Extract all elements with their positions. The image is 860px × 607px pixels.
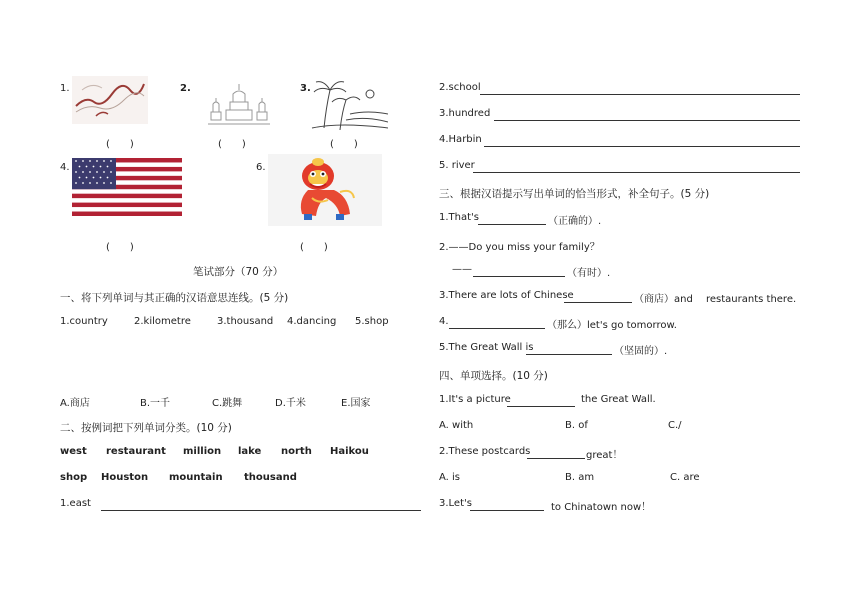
fill-q4-prefix: 4. (439, 316, 449, 327)
match-meaning-a: A.商店 (60, 398, 90, 409)
match-meaning-e: E.国家 (341, 398, 371, 409)
category-item-3-label: 3.hundred (439, 108, 491, 119)
match-word-1: 1.country (60, 316, 108, 327)
fill-q1-prefix: 1.That's (439, 212, 479, 223)
section-2-heading: 二、按例词把下列单词分类。(10 分) (60, 422, 232, 434)
match-word-4: 4.dancing (287, 316, 337, 327)
category-item-5-answer-line[interactable] (473, 172, 800, 173)
match-meaning-b: B.一千 (140, 398, 171, 409)
section-1-heading: 一、将下列单词与其正确的汉语意思连线。(5 分) (60, 292, 289, 304)
written-section-title: 笔试部分（70 分） (193, 266, 284, 278)
choice-q1-option-b[interactable]: B. of (565, 420, 588, 431)
category-item-2-label: 2.school (439, 82, 481, 93)
category-item-1-label: 1.east (60, 498, 91, 509)
example-word: mountain (169, 472, 223, 483)
choice-q3-blank[interactable] (470, 510, 544, 511)
usa-flag-image (72, 158, 182, 216)
choice-q2-option-a[interactable]: A. is (439, 472, 461, 483)
choice-q2-prefix: 2.These postcards (439, 446, 531, 457)
choice-q2-blank[interactable] (527, 458, 585, 459)
fill-q3-hint: （商店）and restaurants there. (634, 294, 797, 305)
choice-q3-suffix: to Chinatown now！ (551, 502, 652, 513)
fill-q2-prefix: —— (452, 264, 472, 275)
lion-dance-image (268, 154, 382, 226)
example-word: thousand (244, 472, 297, 483)
fill-q2-question: 2.——Do you miss your family？ (439, 242, 600, 253)
fill-q3-blank[interactable] (564, 302, 632, 303)
category-item-1-answer-line[interactable] (101, 510, 421, 511)
category-item-4-label: 4.Harbin (439, 134, 482, 145)
fill-q1-hint: （正确的）. (548, 216, 602, 227)
example-word: shop (60, 472, 88, 483)
category-item-4-answer-line[interactable] (484, 146, 800, 147)
fill-q4-hint: （那么）let's go tomorrow. (547, 320, 677, 331)
choice-q2-suffix: great！ (586, 450, 623, 461)
fill-q5-blank[interactable] (526, 354, 612, 355)
example-word: Haikou (330, 446, 369, 457)
picture-1-number: 1. (60, 83, 70, 94)
match-meaning-c: C.跳舞 (212, 398, 243, 409)
picture-2-number: 2. (180, 83, 191, 94)
match-meaning-d: D.千米 (275, 398, 306, 409)
example-word: million (183, 446, 222, 457)
choice-q1-suffix: the Great Wall. (581, 394, 656, 405)
match-word-2: 2.kilometre (134, 316, 191, 327)
picture-4-answer-paren: ( ) (106, 242, 134, 253)
section-3-heading: 三、根据汉语提示写出单词的恰当形式，补全句子。(5 分) (439, 188, 710, 200)
choice-q1-option-c[interactable]: C./ (668, 420, 682, 431)
category-item-5-label: 5. river (439, 160, 475, 171)
pagoda-temple-image (208, 80, 270, 130)
example-word: Houston (101, 472, 149, 483)
fill-q3-prefix: 3.There are lots of Chinese (439, 290, 574, 301)
choice-q2-option-c[interactable]: C. are (670, 472, 700, 483)
choice-q1-blank[interactable] (507, 406, 575, 407)
fill-q2-hint: （有时）. (567, 268, 611, 279)
match-word-3: 3.thousand (217, 316, 274, 327)
choice-q1-prefix: 1.It's a picture (439, 394, 511, 405)
example-word: north (281, 446, 312, 457)
fill-q2-blank[interactable] (473, 276, 565, 277)
fill-q4-blank[interactable] (449, 328, 545, 329)
picture-6-number: 6. (256, 162, 266, 173)
example-word: lake (238, 446, 262, 457)
beach-palm-tree-image (310, 78, 388, 132)
picture-6-answer-paren: ( ) (300, 242, 328, 253)
picture-3-answer-paren: ( ) (330, 139, 358, 150)
picture-2-answer-paren: ( ) (218, 139, 246, 150)
example-word: west (60, 446, 87, 457)
fill-q1-blank[interactable] (478, 224, 546, 225)
choice-q2-option-b[interactable]: B. am (565, 472, 595, 483)
choice-q3-prefix: 3.Let's (439, 498, 472, 509)
picture-3-number: 3. (300, 83, 311, 94)
category-item-2-answer-line[interactable] (480, 94, 800, 95)
match-word-5: 5.shop (355, 316, 389, 327)
example-word: restaurant (106, 446, 166, 457)
section-4-heading: 四、单项选择。(10 分) (439, 370, 548, 382)
picture-4-number: 4. (60, 162, 70, 173)
picture-1-answer-paren: ( ) (106, 139, 134, 150)
fill-q5-prefix: 5.The Great Wall is (439, 342, 534, 353)
great-wall-image (72, 76, 148, 124)
category-item-3-answer-line[interactable] (494, 120, 800, 121)
choice-q1-option-a[interactable]: A. with (439, 420, 474, 431)
fill-q5-hint: （坚固的）. (614, 346, 668, 357)
